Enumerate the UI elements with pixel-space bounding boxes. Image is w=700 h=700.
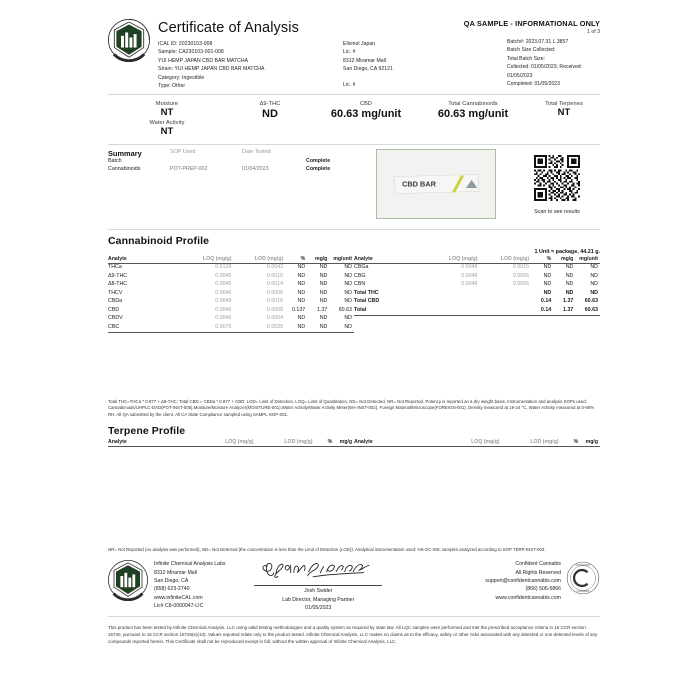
summary-row [108, 158, 368, 166]
result-value: NT [160, 107, 174, 119]
cell-mgg: ND [319, 264, 328, 271]
cell-analyte: CBC [108, 323, 182, 332]
col-mgunit: mg/unit [575, 256, 600, 264]
cell-pct: 0.14 [531, 306, 553, 315]
footer-lab-logo-icon [108, 559, 154, 606]
cell-mgunit: ND [344, 281, 352, 288]
lab-line: 8312 Miramar Mall [154, 569, 197, 576]
qr-caption: Scan to see results [534, 208, 580, 215]
table-row [108, 323, 354, 332]
meta-line: Elixinol Japan [343, 41, 376, 47]
summary-row-status: Complete [306, 157, 331, 164]
meta-line: ICAL ID: 20230103-008 [158, 41, 213, 47]
cell-loq: 0.0049 [215, 298, 232, 305]
svg-text:CBD BAR: CBD BAR [402, 179, 436, 189]
summary-row-date: 01/04/2023 [242, 165, 269, 172]
table-header-row [108, 256, 354, 264]
col-mgg: mg/g [553, 256, 575, 264]
table-row [354, 289, 600, 297]
lab-contact-info [154, 559, 226, 610]
cannabinoid-table-left [108, 256, 354, 333]
divider [108, 144, 600, 145]
result-value: 60.63 mg/unit [330, 108, 402, 121]
col-loq: LOQ (mg/g) [182, 256, 234, 264]
col-analyte: Analyte [108, 256, 182, 264]
result-value: ND [262, 108, 278, 121]
meta-line: San Diego, CA 92121 [343, 66, 393, 73]
cell-analyte: CBDV [108, 315, 123, 322]
cell-pct: ND [543, 281, 552, 288]
cell-pct: 0.14 [540, 298, 552, 305]
cell-mgunit: ND [344, 315, 352, 322]
cell-lod: 0.0010 [266, 272, 284, 279]
cell-loq [428, 289, 480, 297]
signer-title: Lab Director, Managing Partner [282, 596, 355, 603]
summary-row [108, 166, 368, 174]
summary-row-name: Cannabinoids [108, 165, 141, 172]
svg-text:CONFIDENT: CONFIDENT [575, 564, 591, 568]
cell-loq [428, 306, 480, 315]
cell-lod: 0.0004 [266, 315, 284, 322]
result-label: CBD [359, 101, 373, 108]
signature-icon [260, 561, 376, 579]
col-loq: LOQ (mg/g) [192, 439, 256, 447]
meta-line: Lic. # [343, 49, 356, 56]
cell-mgunit: ND [590, 272, 598, 279]
lab-logo-icon [108, 18, 150, 62]
table-row [354, 272, 600, 280]
lab-line: Lic# C8-0000047-LIC [154, 603, 204, 610]
meta-line: Type: Other [158, 82, 186, 89]
cell-lod: 0.0005 [512, 281, 530, 288]
signature-line [254, 585, 382, 586]
cell-analyte: Total CBD [354, 298, 380, 305]
result-total-cannabinoids [418, 101, 528, 139]
cell-mgunit: 60.63 [584, 298, 598, 305]
cell-mgunit: ND [590, 281, 598, 288]
cell-pct: ND [285, 323, 307, 332]
col-loq: LOQ (mg/g) [438, 439, 502, 447]
meta-line: Lic. # [343, 81, 356, 88]
cell-analyte: CBN [354, 281, 366, 288]
cell-mgunit: ND [344, 289, 352, 296]
terpene-table-left [108, 439, 354, 447]
cell-loq [428, 298, 480, 306]
legal-disclaimer: This product has been tested by Infinite Chemical Analysis, LLC using valid testing methodologies and a quality system as required by state law. All LQC samples were performed and met the prescribed acceptance criteria in 16 CCR section 15730, pursuant to 16 CCR section 15726(e)(13). Values reported relate only to the product tested. Infinite Chemical Analysis, LLC makes no claims as to the efficacy, safety or other risks associated with any detected or non-detected levels of any compounds reported herein. This Certificate shall not be reproduced except in full, without the written approval of Infinite Chemical Analysis, LLC. [108, 624, 598, 645]
table-row [108, 281, 354, 289]
summary-row-status: Complete [306, 165, 331, 172]
result-label: Δ9-THC [259, 101, 281, 108]
cell-pct: ND [543, 289, 552, 296]
col-lod: LOD (mg/g) [256, 439, 315, 447]
summary-col-sop: SOP Used [170, 148, 196, 155]
cell-loq: 0.0046 [215, 289, 232, 296]
svg-text:CANNABIS: CANNABIS [576, 590, 590, 594]
summary-row-sop: POT-PREP-002 [170, 165, 208, 172]
summary-title: Summary [108, 148, 142, 158]
result-value: 60.63 mg/unit [437, 108, 509, 121]
table-row [108, 272, 354, 280]
unit-note: 1 Unit = package, 44.21 g. [534, 248, 600, 255]
document-header [108, 18, 600, 90]
cell-analyte: CBDa [108, 298, 123, 305]
cell-loq: 0.0046 [215, 315, 232, 322]
cell-lod [479, 289, 531, 297]
cell-pct: ND [543, 264, 552, 271]
terpene-profile-title: Terpene Profile [108, 424, 186, 437]
divider [108, 229, 600, 230]
client-meta [343, 40, 463, 89]
summary-col-date: Date Tested [242, 148, 271, 155]
page-number: 1 of 3 [587, 29, 600, 35]
cannabinoid-profile-title: Cannabinoid Profile [108, 234, 210, 247]
cell-lod: 0.0016 [266, 298, 284, 305]
result-value: NT [557, 107, 571, 119]
cell-analyte: Total THC [354, 289, 379, 296]
summary-row-sop [170, 158, 242, 166]
meta-line: YUI HEMP JAPAN CBD BAR MATCHA [158, 57, 249, 64]
terpene-table [108, 439, 600, 447]
cell-mgg: 1.37 [317, 306, 328, 313]
cell-loq: 0.0046 [215, 272, 232, 279]
col-pct: % [315, 439, 335, 447]
cell-mgg: ND [319, 289, 328, 296]
meta-line: Strain: YUI HEMP JAPAN CBD BAR MATCHA [158, 66, 265, 73]
cell-pct: ND [297, 289, 306, 296]
cell-mgg: ND [565, 289, 574, 296]
table-header-row [354, 256, 600, 264]
summary-row-date [242, 158, 306, 166]
cannabinoid-footnote: Total THC=THCa * 0.877 + Δ9-THC; Total CBD = CBDa * 0.877 + CBD; LOD= Limit of Detection, LOQ= Limit of Quantitation, ND= Not Detected, NR= Not Reported. Potency is reported on a dry weight basis. Instrumentation and analysis SOPs used: Cannabinoids/UHPLC-DAD(POT-INST-005),Moisture/Moisture Analyzer(MOISTURE-001),Water Activity/Water Activity Meter(WA-INST-002), Foreign Material/Microscope(FOREIGN-001). Density measured at 19-24 °C, Water Activity measured at 0-90% RH. All QA submitted by the client, All CA State Compliance sampled using SAMPL-SOP-001. [108, 398, 595, 418]
cell-pct: 0.137 [291, 306, 306, 313]
col-lod: LOD (mg/g) [233, 256, 285, 264]
col-analyte: Analyte [354, 256, 428, 264]
cell-pct: ND [297, 281, 306, 288]
cell-lod: 0.0005 [512, 272, 530, 279]
result-value: NT [160, 126, 174, 138]
col-analyte: Analyte [354, 439, 438, 447]
table-header-row [108, 439, 354, 447]
result-label: Total Terpenes [545, 101, 583, 108]
cell-mgunit: ND [590, 264, 598, 271]
cell-analyte: THCa [108, 264, 122, 271]
batch-meta [463, 38, 600, 88]
cell-pct: ND [297, 298, 306, 305]
result-cbd [314, 101, 418, 139]
meta-line: Total Batch Size: [507, 55, 545, 62]
cannabinoid-table-right [354, 256, 600, 316]
confident-cannabis-seal-icon [566, 561, 600, 595]
cell-mgg: ND [565, 264, 574, 271]
meta-line [343, 74, 463, 81]
document-footer [108, 559, 600, 611]
lab-line: (858) 623-2740 [154, 586, 190, 593]
cell-mgunit: ND [344, 298, 352, 305]
cell-mgunit: ND [344, 272, 352, 279]
cell-lod [479, 298, 531, 306]
cell-lod: 0.0008 [266, 306, 284, 313]
cell-analyte: Δ8-THC [108, 281, 128, 288]
table-row [354, 263, 600, 272]
qr-code-block[interactable] [534, 149, 580, 215]
summary-section [108, 149, 368, 219]
cell-mgunit: 60.63 [575, 306, 600, 315]
cell-mgunit: 60.63 [338, 306, 352, 313]
meta-line: Completed: 01/05/2023 [507, 80, 560, 87]
cell-pct: ND [543, 272, 552, 279]
cc-line: All Rights Reserved [515, 569, 561, 576]
result-moisture [108, 101, 226, 139]
cell-mgg: ND [319, 315, 328, 322]
summary-row-name: Batch [108, 157, 122, 164]
col-lod: LOD (mg/g) [479, 256, 531, 264]
cell-loq: 0.0046 [215, 306, 232, 313]
terpene-table-right [354, 439, 600, 447]
table-row [108, 289, 354, 297]
confident-cannabis-info [411, 559, 561, 602]
table-row [108, 263, 354, 272]
meta-line: Batch#: 2023.07.31 L.3857 [507, 39, 569, 45]
summary-results-band [108, 95, 600, 144]
col-mgg: mg/g [334, 439, 354, 447]
cell-lod: 0.0025 [233, 323, 285, 332]
qa-banner: QA SAMPLE - INFORMATIONAL ONLY [463, 19, 600, 28]
cannabinoid-table [108, 256, 600, 333]
cell-mgg: ND [319, 272, 328, 279]
table-row [108, 306, 354, 314]
cell-mgunit: ND [344, 264, 352, 271]
qa-header-block [463, 18, 600, 88]
cell-analyte: Total [354, 306, 428, 315]
product-image [376, 149, 496, 219]
col-pct: % [561, 439, 581, 447]
cell-pct: ND [297, 272, 306, 279]
table-row [354, 298, 600, 306]
cc-support-email[interactable]: support@confidentcannabis.com [485, 578, 561, 585]
cell-lod: 0.0015 [512, 264, 530, 271]
cell-analyte: CBGa [354, 264, 369, 271]
cell-mgunit: ND [329, 323, 354, 332]
cell-lod: 0.0043 [266, 264, 284, 271]
page-title: Certificate of Analysis [158, 20, 299, 36]
table-header-row [354, 439, 600, 447]
meta-line: Category: Ingestible [158, 74, 205, 81]
cell-mgg: 1.37 [553, 306, 575, 315]
result-d9-thc [226, 101, 314, 139]
cell-mgg: ND [319, 281, 328, 288]
table-row [108, 315, 354, 323]
divider [108, 616, 600, 617]
cell-pct: ND [297, 264, 306, 271]
cell-lod: 0.0014 [266, 281, 284, 288]
cell-lod [479, 306, 531, 315]
col-mgg: mg/g [307, 256, 329, 264]
sample-meta [158, 40, 343, 90]
col-lod: LOD (mg/g) [502, 439, 561, 447]
cell-loq: 0.0046 [461, 272, 478, 279]
cell-mgg: ND [565, 272, 574, 279]
lab-line: San Diego, CA [154, 578, 189, 585]
cell-analyte: THCV [108, 289, 123, 296]
cc-phone: (866) 506-5866 [525, 586, 561, 593]
cell-loq: 0.0076 [182, 323, 234, 332]
col-analyte: Analyte [108, 439, 192, 447]
cell-loq: 0.0046 [215, 281, 232, 288]
signed-date: 01/05/2023 [305, 604, 332, 611]
signature-block [226, 559, 411, 611]
col-loq: LOQ (mg/g) [428, 256, 480, 264]
cell-loq: 0.0128 [215, 264, 232, 271]
table-row [354, 281, 600, 289]
cell-mgg: 1.37 [563, 298, 574, 305]
result-label: Total Cannabinoids [448, 101, 498, 108]
lab-line: Infinite Chemical Analysis Labs [154, 561, 226, 568]
qr-code-icon[interactable] [534, 155, 580, 201]
signer-name: Josh Swider [304, 588, 333, 595]
cell-pct: ND [297, 315, 306, 322]
meta-line: 8312 Miramar Mall [343, 57, 387, 64]
cell-analyte: Δ9-THC [108, 272, 128, 279]
col-mgunit: mg/unit [329, 256, 354, 264]
col-mgg: mg/g [580, 439, 600, 447]
cell-loq: 0.0046 [461, 281, 478, 288]
terpene-footnote: NR= Not Reported (no analysis was performed), ND= Not Detected (the concentration is less than the Limit of Detection (LOD)). Analytical instrumentation used: HS-GC-MS; samples analyzed according to SOP TERP-INST-003. [108, 546, 546, 552]
cc-website-link[interactable]: www.confidentcannabis.com [495, 594, 561, 601]
col-pct: % [531, 256, 553, 264]
cell-analyte: CBG [354, 272, 366, 279]
lab-website-link[interactable]: www.infiniteCAL.com [154, 594, 203, 601]
cell-mgg: ND [565, 281, 574, 288]
col-pct: % [285, 256, 307, 264]
meta-line: Sample: CA230103-001-008 [158, 49, 224, 56]
cell-loq: 0.0046 [461, 264, 478, 271]
cc-line: Confident Cannabis [515, 561, 561, 568]
cell-mgg: ND [319, 298, 328, 305]
cell-mgg: ND [307, 323, 329, 332]
cell-mgunit: ND [590, 289, 598, 296]
meta-line: Collected: 01/05/2023; Received: 01/05/2023 [507, 64, 583, 79]
table-row [354, 306, 600, 315]
table-row [108, 298, 354, 306]
result-total-terpenes [528, 101, 600, 139]
result-label: Water Activity [149, 120, 185, 127]
cell-analyte: CBD [108, 306, 120, 313]
meta-line: Batch Size Collected: [507, 47, 556, 54]
cell-lod: 0.0006 [266, 289, 284, 296]
result-label: Moisture [155, 101, 179, 108]
